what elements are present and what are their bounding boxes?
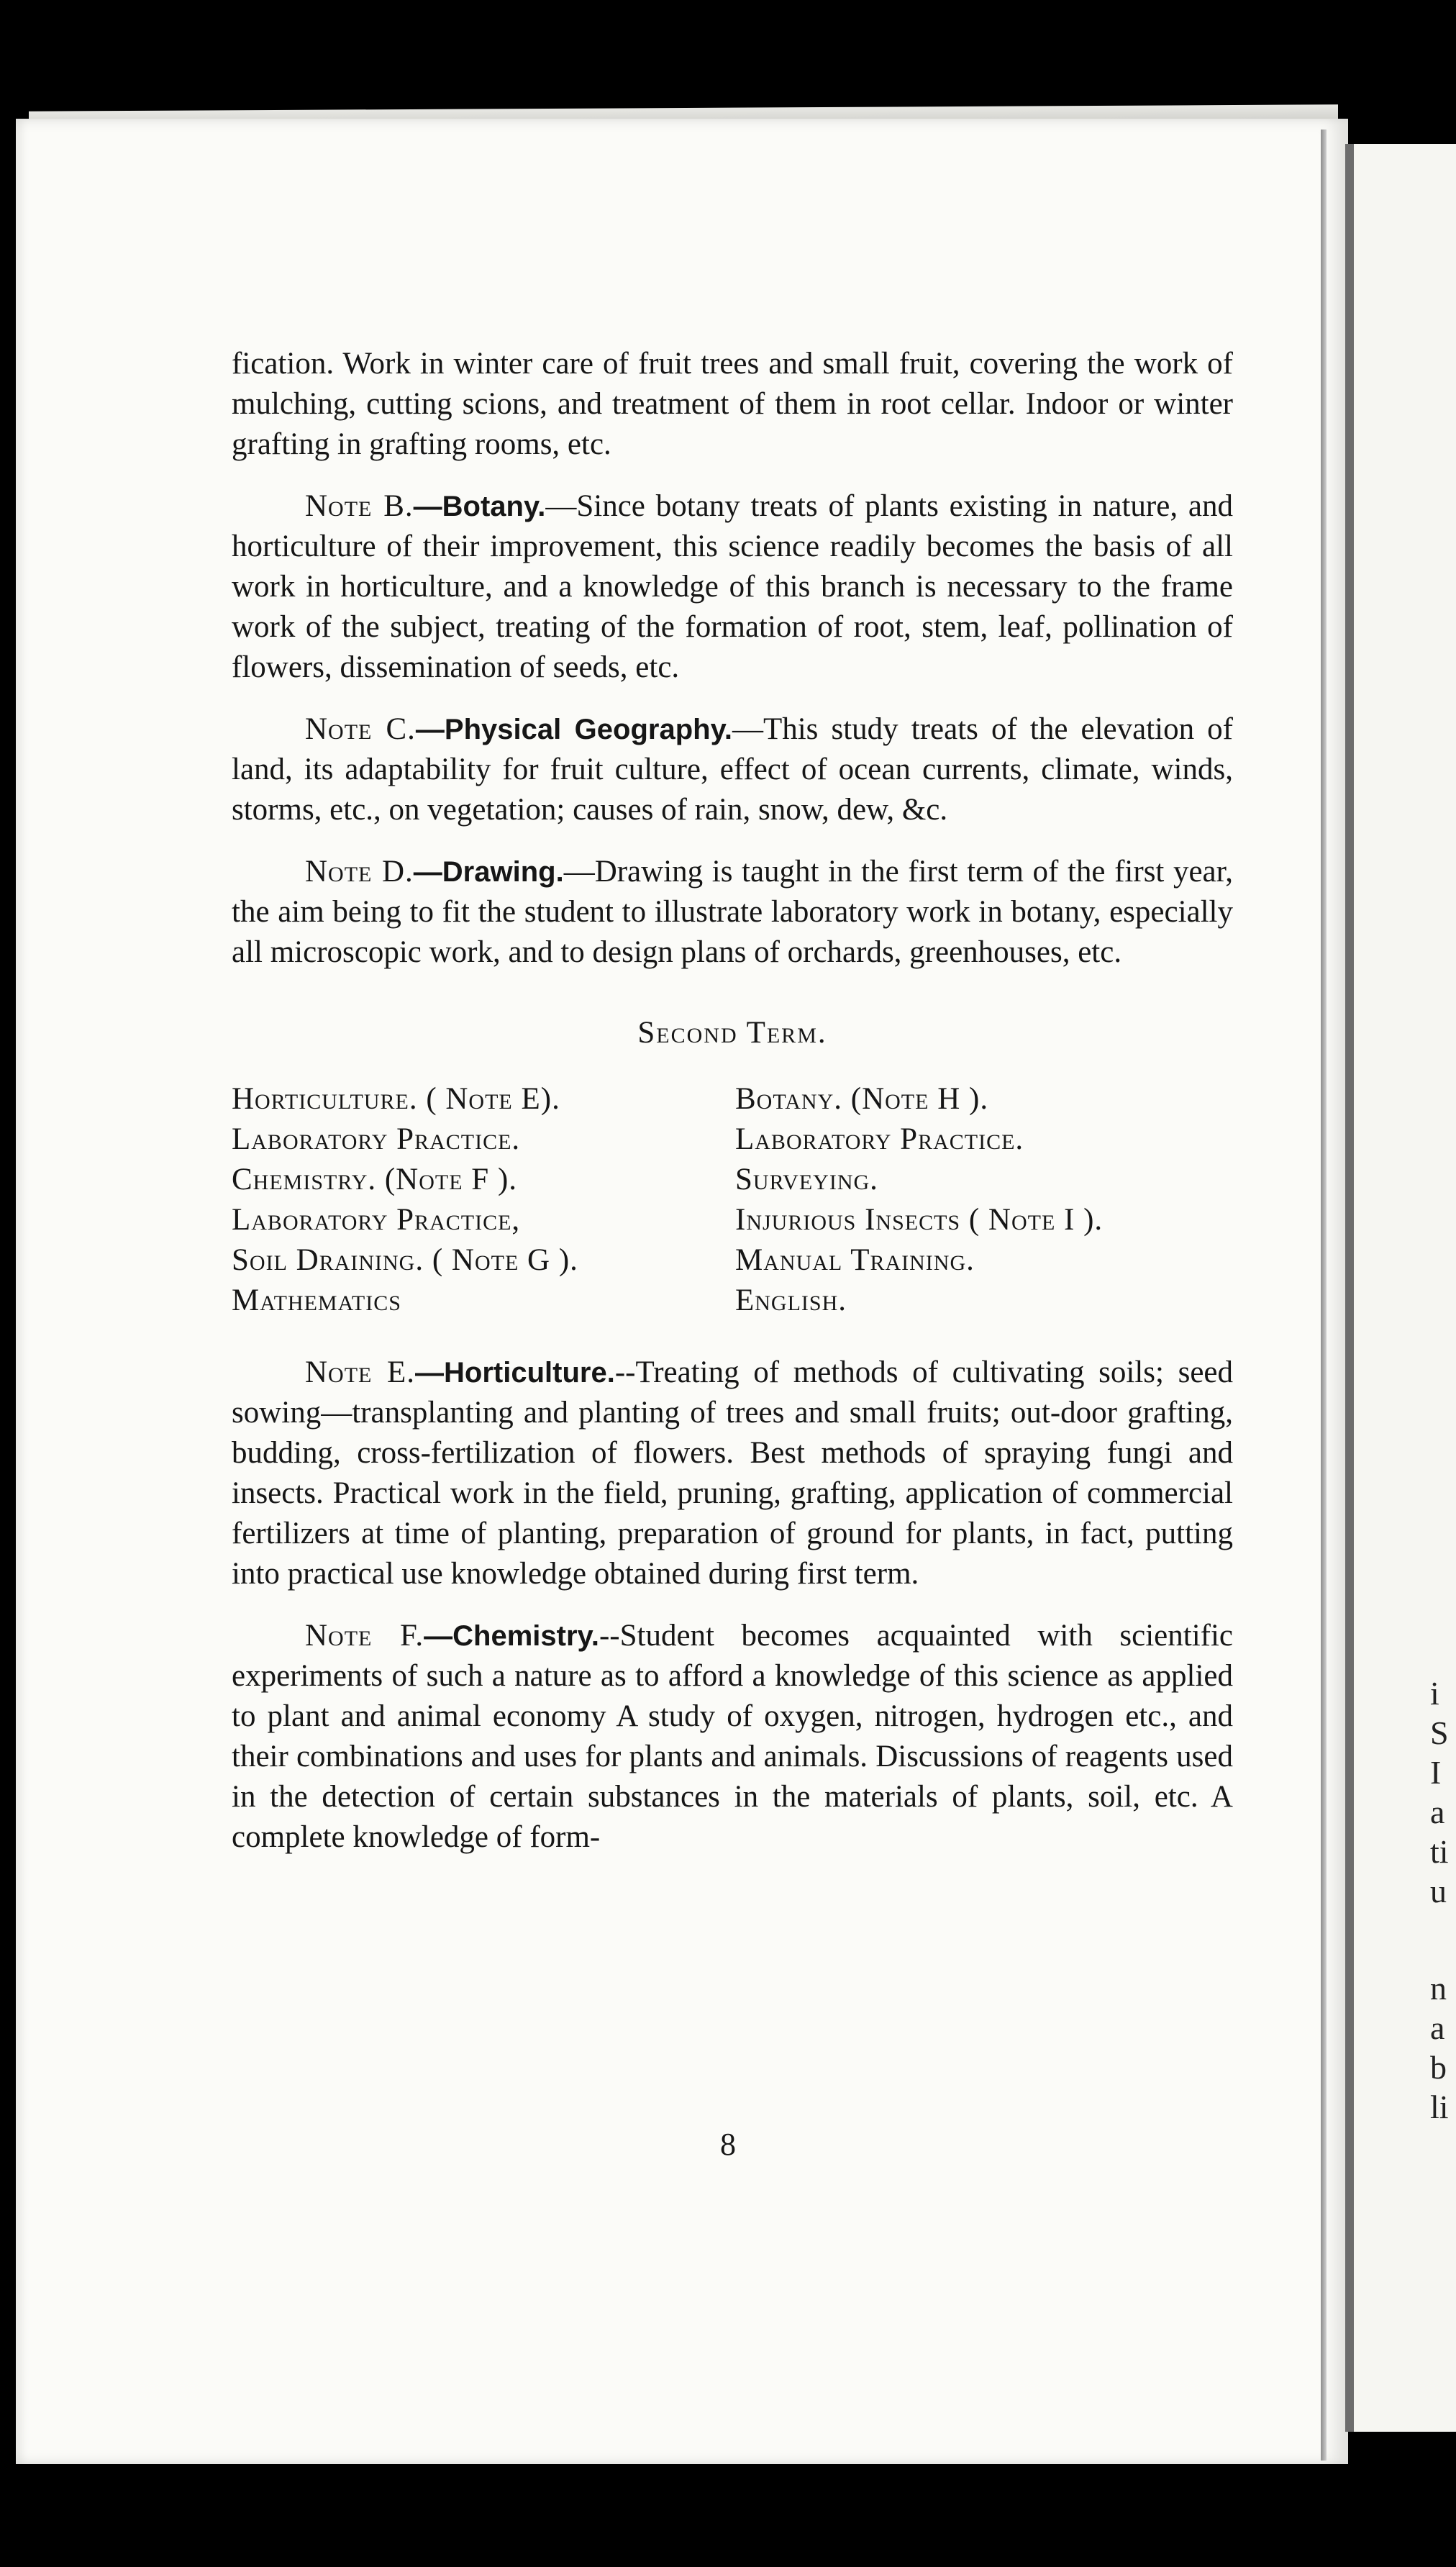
note-text: —Drawing is taught in the first term of the first year, the aim being to fit the student to illustrate laboratory work in botany, especially all microscopic work, and to design plans of orchards, greenhouses, etc. xyxy=(232,855,1233,969)
course-right: Surveying. xyxy=(735,1163,878,1196)
adjacent-fragment: a xyxy=(1430,2009,1445,2046)
course-right: Botany. (Note H ). xyxy=(735,1082,989,1116)
course-row xyxy=(232,1281,1233,1321)
binding-shadow xyxy=(1321,130,1327,2461)
course-right: Injurious Insects ( Note I ). xyxy=(735,1203,1104,1237)
second-term-heading: Second Term. xyxy=(637,1016,827,1050)
note-e xyxy=(232,1353,1233,1594)
course-left: Laboratory Practice, xyxy=(232,1203,521,1237)
note-d xyxy=(232,852,1233,973)
adjacent-fragment: I xyxy=(1430,1754,1442,1791)
note-label: Note C. xyxy=(305,712,416,746)
course-right: Laboratory Practice. xyxy=(735,1122,1024,1156)
note-title: —Physical Geography. xyxy=(415,714,732,745)
adjacent-fragment: u xyxy=(1430,1873,1447,1909)
note-f xyxy=(232,1616,1233,1858)
note-c xyxy=(232,709,1233,830)
course-row xyxy=(232,1119,1233,1160)
course-left: Mathematics xyxy=(232,1284,401,1317)
adjacent-fragment: i xyxy=(1430,1675,1439,1712)
second-term-courses xyxy=(232,1079,1233,1321)
opening-paragraph: fication. Work in winter care of fruit trees and small fruit, covering the work of mulching, cutting scions, and treatment of them in root cellar. Indoor or winter grafting in grafting rooms, etc. xyxy=(232,347,1233,461)
note-title: —Drawing. xyxy=(413,856,564,888)
adjacent-fragment: n xyxy=(1430,1970,1447,2007)
adjacent-fragment: ti xyxy=(1430,1833,1449,1870)
course-right: English. xyxy=(735,1284,847,1317)
note-text: --Student becomes acquainted with scientific experiments of such a nature as to afford a knowledge of this science as applied to plant and animal economy A study of oxygen, nitrogen, hydrogen etc., and their combinations and uses for plants and animals. Discussions of reagents used in the detection of certain substances in the materials of plants, soil, etc. A complete knowledge of form- xyxy=(232,1619,1234,1854)
note-b xyxy=(232,486,1233,688)
note-label: Note F. xyxy=(305,1619,424,1653)
course-left: Chemistry. (Note F ). xyxy=(232,1163,518,1196)
course-left: Horticulture. ( Note E). xyxy=(232,1082,560,1116)
note-title: —Botany. xyxy=(413,491,546,522)
course-right: Manual Training. xyxy=(735,1243,975,1277)
course-row xyxy=(232,1240,1233,1281)
note-label: Note E. xyxy=(305,1355,416,1389)
course-left: Laboratory Practice. xyxy=(232,1122,521,1156)
course-row xyxy=(232,1200,1233,1240)
note-label: Note D. xyxy=(305,855,414,889)
note-text: —This study treats of the elevation of land, its adaptability for fruit culture, effect of ocean currents, climate, winds, storms, etc., on vegetation; causes of rain, snow, dew, &c. xyxy=(232,712,1233,827)
note-text: --Treating of methods of cultivating soils; seed sowing—transplanting and planting of trees and small fruits; out-door grafting, budding, cross-fertilization of flowers. Best methods of spraying fungi and insects. Practical work in the field, pruning, grafting, application of commercial fertilizers at time of planting, preparation of ground for plants, in fact, putting into practical use knowledge obtained during first term. xyxy=(232,1355,1234,1591)
page-body xyxy=(232,344,1233,1879)
note-label: Note B. xyxy=(305,489,414,523)
course-row xyxy=(232,1160,1233,1200)
course-left: Soil Draining. ( Note G ). xyxy=(232,1243,578,1277)
course-row xyxy=(232,1079,1233,1119)
page-number: 8 xyxy=(720,2127,736,2162)
adjacent-fragment: li xyxy=(1430,2089,1449,2125)
adjacent-fragment: b xyxy=(1430,2049,1447,2086)
adjacent-fragment: S xyxy=(1430,1714,1449,1751)
note-text: —Since botany treats of plants existing in nature, and horticulture of their improvement, this science readily becomes the basis of all work in horticulture, and a knowledge of this branch is necessary to the frame work of the subject, treating of the formation of root, stem, leaf, pollination of flowers, dissemination of seeds, etc. xyxy=(232,489,1233,684)
note-title: —Horticulture. xyxy=(415,1357,615,1389)
adjacent-fragment: a xyxy=(1430,1794,1445,1830)
note-title: —Chemistry. xyxy=(424,1620,599,1652)
